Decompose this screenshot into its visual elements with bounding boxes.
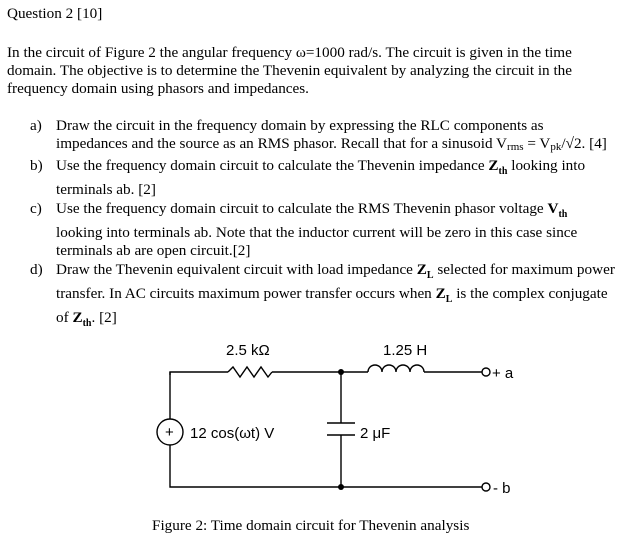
- part-text: Use the frequency domain circuit to calculate the Thevenin impedance $Z_{th}$ looking into terminals ab. [2]: [56, 157, 586, 199]
- resistor-symbol: [228, 367, 272, 377]
- capacitor-label: 2 μF: [360, 425, 391, 442]
- junction-bottom-node: [338, 484, 344, 490]
- wire-top-left: [170, 372, 228, 375]
- junction-top-node: [338, 369, 344, 375]
- part-b: [30, 157, 615, 199]
- intro-paragraph: In the circuit of Figure 2 the angular frequency ω=1000 rad/s. The circuit is given in the time domain. The objective is to determine the Thevenin equivalent by analyzing the circuit in the frequency domain using phasors and impedances.: [7, 44, 572, 97]
- part-label: b): [30, 157, 43, 174]
- source-label: 12 cos(ωt) V: [190, 425, 275, 442]
- part-a: [30, 117, 615, 156]
- part-text: Use the frequency domain circuit to calculate the RMS Thevenin phasor voltage $V_{th}$ looking into terminals ab. Note that the inductor current will be zero in this case since terminals ab are open circuit.[2]: [56, 200, 578, 260]
- part-c: [30, 200, 615, 260]
- source-plus-sign: +: [165, 424, 174, 441]
- resistor-label: 2.5 kΩ: [226, 342, 270, 359]
- part-label: c): [30, 200, 42, 218]
- terminal-b-node: [482, 483, 490, 491]
- terminal-b-label: - b: [493, 480, 511, 497]
- inductor-symbol: [368, 365, 424, 372]
- terminal-a-node: [482, 368, 490, 376]
- inductor-label: 1.25 H: [383, 342, 428, 359]
- figure-caption: Figure 2: Time domain circuit for Thevenin analysis: [152, 517, 470, 534]
- circuit-diagram: [0, 335, 623, 515]
- question-title: Question 2 [10]: [7, 5, 103, 22]
- part-text: Draw the circuit in the frequency domain by expressing the RLC components as impedances and the source as an RMS phasor. Recall that for a sinusoid $V_{rms} = V_{pk}/√2$. [4]: [56, 117, 607, 153]
- part-label: a): [30, 117, 42, 134]
- part-d: [30, 261, 615, 333]
- wire-left-lower: [170, 445, 482, 487]
- terminal-a-label: + a: [492, 365, 514, 382]
- part-text: Draw the Thevenin equivalent circuit with load impedance $Z_L$ selected for maximum power transfer. In AC circuits maximum power transfer occurs when $Z_L$ is the complex conjugate of $Z_{th}$. [2]: [56, 261, 615, 330]
- question-parts-list: [30, 117, 615, 334]
- part-label: d): [30, 261, 43, 279]
